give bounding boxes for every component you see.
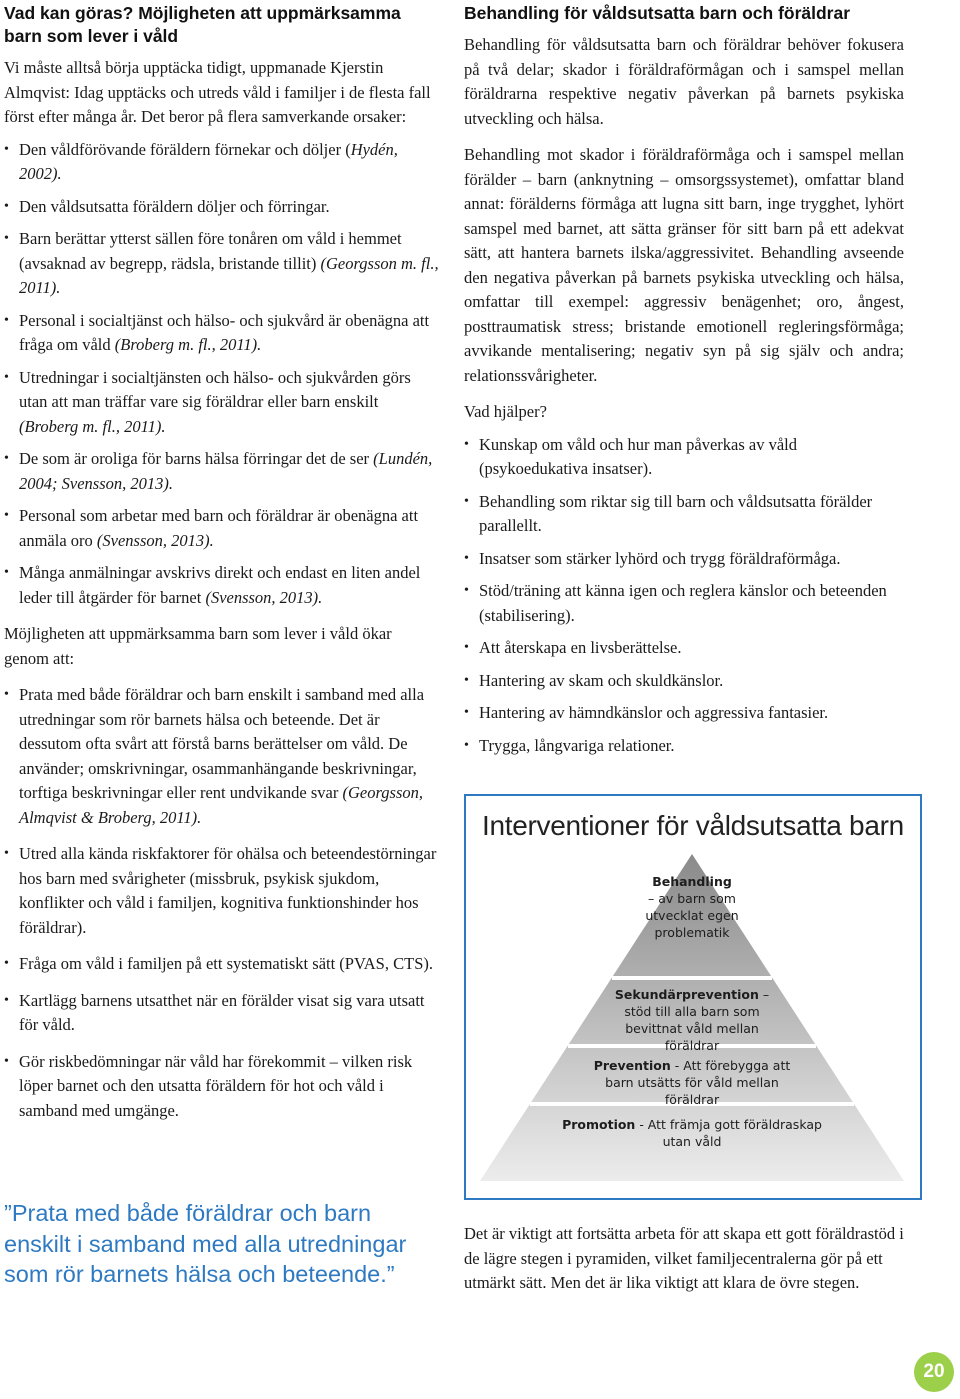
list-item: • Kunskap om våld och hur man påverkas av våld (psykoedukativa insatser). [464,433,904,482]
list-item: • Hantering av skam och skuldkänslor. [464,669,904,694]
pyramid-level-4-line: utan våld [662,1134,722,1149]
pyramid-level-2-line: stöd till alla barn som [624,1004,760,1019]
list-item: • Utred alla kända riskfaktorer för ohälsa och beteendestörningar hos barn med svårigheter (missbruk, psykisk sjukdom, konflikter och våld i familjen, kognitiva funktionshinder hos föräldrar). [4,842,440,940]
treatment-paragraph-2: Behandling mot skador i föräldraförmåga och i samspel mellan förälder – barn (anknytning – omsorgssystemet), omfattar bland annat: förälderns förmåga att lugna sitt barn, inge trygghet, lyhört samspel med barnet, att sätta gränser för sitt barn på ett adekvat sätt, att hantera barnets ilska/aggressivitet. Behandling avseende den negativa påverkan på barnets psykiska utveckling och hälsa, omfattar till exempel: aggressiv benägenhet; oro, ångest, posttraumatisk stress; bristande emotionell regleringsförmåga; avvikande mentalisering; negativ syn på sig själv och andra; relationssvårigheter. [464,145,904,385]
causes-list [4,138,440,611]
pyramid-level-2-line: föräldrar [664,1038,720,1053]
closing-paragraph: Det är viktigt att fortsätta arbeta för att skapa ett gott föräldrastöd i de lägre stegen i pyramiden, vilket familjecentralerna gör på ett utmärkt sätt. Men det är lika viktigt att klara de övre stegen. [464,1224,904,1292]
pyramid-level-3-line: Prevention - Att förebygga att [593,1058,791,1073]
pyramid-level-1-line: Behandling [652,874,732,889]
help-list [464,433,904,759]
pyramid-level-1-line: utvecklat egen [645,908,739,923]
list-item: • Behandling som riktar sig till barn och våldsutsatta förälder parallellt. [464,490,904,539]
list-item: • Stöd/träning att känna igen och reglera känslor och beteenden (stabilisering). [464,579,904,628]
pyramid-level-2-line: bevittnat våld mellan [625,1021,759,1036]
list-item: • Kartlägg barnens utsatthet när en förälder visat sig vara utsatt för våld. [4,989,440,1038]
left-heading: Vad kan göras? Möjligheten att uppmärksamma barn som lever i våld [4,3,401,46]
pull-quote: ”Prata med både föräldrar och barn enskilt i samband med alla utredningar som rör barnets hälsa och beteende.” [4,1200,407,1287]
pyramid-level-2-line: Sekundärprevention – [614,987,770,1002]
pyramid-level-4-line: Promotion - Att främja gott föräldraskap [562,1117,822,1132]
figure-title: Interventioner för våldsutsatta barn [482,810,904,841]
actions-list [4,683,440,1123]
list-item: • Barn berättar ytterst sällen före tonåren om våld i hemmet (avsaknad av begrepp, rädsla, bristande tillit) (Georgsson m. fl., 2011). [4,227,440,301]
pyramid-level-1-line: – av barn som [647,891,737,906]
right-column [464,0,904,758]
pyramid-level-3-line: föräldrar [664,1092,720,1107]
help-question: Vad hjälper? [464,402,547,421]
list-item: • Den våldsutsatta föräldern döljer och förringar. [4,195,440,220]
pyramid-diagram [466,796,920,1198]
right-heading: Behandling för våldsutsatta barn och föräldrar [464,3,851,23]
list-item: • Personal i socialtjänst och hälso- och sjukvård är obenägna att fråga om våld (Broberg m. fl., 2011). [4,309,440,358]
treatment-paragraph-1: Behandling för våldsutsatta barn och föräldrar behöver fokusera på två delar; skador i föräldraförmågan och i samspel mellan föräldrarna respektive negativ påverkan på barnets psykiska utveckling och hälsa. [464,35,904,128]
left-column [4,0,440,1123]
possibility-paragraph: Möjligheten att uppmärksamma barn som lever i våld ökar genom att: [4,624,392,668]
page-number: 20 [914,1352,954,1392]
list-item: • Många anmälningar avskrivs direkt och endast en liten andel leder till åtgärder för barnet (Svensson, 2013). [4,561,440,610]
list-item: • Hantering av hämndkänslor och aggressiva fantasier. [464,701,904,726]
pyramid-level-1-line: problematik [654,925,730,940]
list-item: • Att återskapa en livsberättelse. [464,636,904,661]
list-item: • Personal som arbetar med barn och föräldrar är obenägna att anmäla oro (Svensson, 2013). [4,504,440,553]
list-item: • Prata med både föräldrar och barn enskilt i samband med alla utredningar som rör barnets hälsa och beteende. Det är dessutom ofta svårt att förstå barns berättelser om våld. De använder; omskrivningar, osammanhängande beskrivningar, torftiga beskrivningar eller rent undvikande svar (Georgsson, Almqvist & Broberg, 2011). [4,683,440,830]
list-item: • Den våldförövande föräldern förnekar och döljer (Hydén, 2002). [4,138,440,187]
intervention-figure [464,794,922,1200]
intro-paragraph: Vi måste alltså börja upptäcka tidigt, uppmanade Kjerstin Almqvist: Idag upptäcks och utreds våld i familjer i de flesta fall först efter många år. Det beror på flera samverkande orsaker: [4,58,431,126]
list-item: • Fråga om våld i familjen på ett systematiskt sätt (PVAS, CTS). [4,952,440,977]
pyramid-level-3-line: barn utsätts för våld mellan [605,1075,779,1090]
list-item: • Trygga, långvariga relationer. [464,734,904,759]
list-item: • Insatser som stärker lyhörd och trygg föräldraförmåga. [464,547,904,572]
list-item: • De som är oroliga för barns hälsa förringar det de ser (Lundén, 2004; Svensson, 2013). [4,447,440,496]
list-item: • Gör riskbedömningar när våld har förekommit – vilken risk löper barnet och den utsatta föräldern för hot och våld i samband med umgänge. [4,1050,440,1124]
list-item: • Utredningar i socialtjänsten och hälso- och sjukvården görs utan att man träffar vare sig föräldrar eller barn enskilt (Broberg m. fl., 2011). [4,366,440,440]
